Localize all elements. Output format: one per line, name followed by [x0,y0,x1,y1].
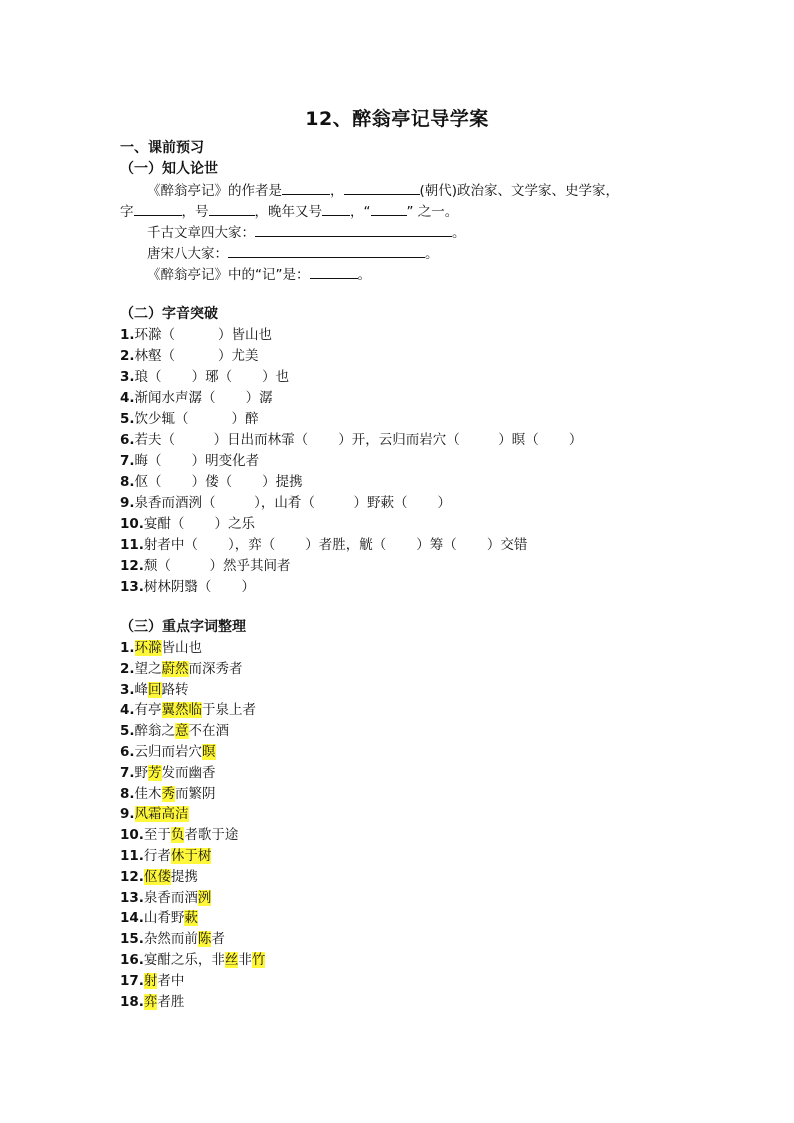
item-number: 11. [120,848,144,864]
item-number: 11. [120,537,144,553]
phrase-text: 望之 [134,660,162,677]
vocabulary-item [120,950,265,970]
quote-close-text: ” 之一。 [406,204,459,220]
item-number: 14. [120,910,144,927]
vocabulary-item [120,804,189,824]
author-question [147,180,619,201]
vocabulary-item [120,742,216,762]
ji-genre-label: 《醉翁亭记》中的“记”是： [147,267,310,283]
pseudonym-blank[interactable] [209,201,255,216]
highlighted-word: 秀 [161,785,176,802]
pseudonym-label: ，号 [181,204,209,220]
pronunciation-item [120,493,451,513]
phrase-text: 不在酒 [188,723,230,740]
vocabulary-item [120,971,184,991]
highlighted-word: 洌 [197,889,212,906]
phrase-text: 云归而岩穴 [134,744,203,760]
highlighted-word: 芳 [148,764,162,781]
ji-genre-blank[interactable] [310,264,358,279]
phrase-text: 至于 [143,827,171,844]
item-number: 9. [120,495,135,511]
pronunciation-item [120,535,527,555]
item-text: 若夫（ ）日出而林霏（ ）开，云归而岩穴（ ）暝（ ） [134,432,583,448]
vocabulary-item [120,908,198,928]
vocabulary-item [120,867,198,887]
pronunciation-item [120,451,259,471]
phrase-text: 发而幽香 [161,764,216,781]
highlighted-word: 临 [188,702,203,719]
phrase-text: 而繁阴 [175,785,216,802]
pronunciation-item [120,556,291,576]
item-number: 6. [120,744,135,760]
item-number: 5. [120,723,135,740]
vocabulary-item [120,846,211,866]
vocabulary-item [120,763,216,783]
courtesy-name-label: 字 [120,204,134,220]
dynasty-blank[interactable] [344,180,420,195]
item-text: 宴酣（ ）之乐 [143,516,255,532]
item-text: 饮少辄（ ）醉 [134,411,259,427]
pronunciation-item [120,325,272,345]
item-number: 15. [120,931,144,948]
item-text: 琅（ ）琊（ ）也 [134,369,290,385]
highlighted-word: 弈 [143,993,158,1010]
item-number: 9. [120,806,135,823]
vocabulary-item [120,700,256,720]
vocabulary-item [120,659,243,679]
item-text: 林壑（ ）尤美 [134,348,259,364]
highlighted-word: 竹 [251,952,266,968]
vocabulary-item [120,888,211,908]
phrase-text: 者中 [157,972,185,989]
courtesy-name-blank[interactable] [134,201,182,216]
pronunciation-item [120,514,255,534]
item-number: 5. [120,411,135,427]
highlighted-word: 环滁 [134,640,162,656]
ji-genre-question [147,264,371,285]
item-number: 16. [120,952,144,968]
item-number: 2. [120,660,135,677]
item-number: 6. [120,432,135,448]
phrase-text: 而深秀者 [188,660,243,677]
vocabulary-item [120,721,229,741]
phrase-text: 者歌于途 [184,827,239,844]
item-text: 晦（ ）明变化者 [134,453,260,469]
late-pseudonym-label: ，晚年又号 [254,204,322,220]
phrase-text: 峰 [134,681,149,698]
item-number: 17. [120,972,144,989]
phrase-text: 行者 [143,848,171,864]
subsection-heading-vocabulary: （三）重点字词整理 [120,619,246,635]
pronunciation-item [120,577,255,597]
pronunciation-item [120,409,258,429]
highlighted-word: 翼然 [161,702,189,719]
item-number: 1. [120,327,135,343]
vocabulary-item [120,929,225,949]
item-number: 13. [120,889,144,906]
highlighted-word: 负 [170,827,185,844]
item-text: 树林阴翳（ ） [143,579,255,595]
phrase-text: 醉翁之 [134,723,176,740]
highlighted-word: 休于树 [170,848,212,864]
item-number: 1. [120,640,135,656]
pronunciation-item [120,472,303,492]
pronunciation-item [120,346,258,366]
phrase-text: 提携 [170,868,198,885]
item-text: 泉香而酒洌（ ），山肴（ ）野蔌（ ） [134,495,452,511]
subsection-heading-background: （一）知人论世 [120,161,218,177]
item-number: 7. [120,453,135,469]
highlighted-word: 丝 [224,952,239,968]
item-number: 12. [120,868,144,885]
phrase-text: 于泉上者 [202,702,257,719]
four-masters-label: 千古文章四大家： [147,225,255,241]
item-number: 10. [120,516,144,532]
eight-masters-blank[interactable] [228,243,425,258]
page-title: 12、醉翁亭记导学案 [305,108,489,130]
courtesy-name-question [120,201,458,222]
item-number: 8. [120,474,135,490]
item-text: 射者中（ ），弈（ ）者胜，觥（ ）筹（ ）交错 [143,537,528,553]
group-name-blank[interactable] [371,201,407,216]
phrase-text: 皆山也 [161,640,203,656]
phrase-text: 宴酣之乐，非 [143,952,225,968]
comma-text: ， [330,183,344,199]
item-number: 2. [120,348,135,364]
author-roles-text: (朝代)政治家、文学家、史学家， [419,183,620,199]
quote-open-text: ，“ [350,204,371,220]
vocabulary-item [120,825,238,845]
item-text: 渐闻水声潺（ ）潺 [134,390,273,406]
subsection-heading-pronunciation: （二）字音突破 [120,306,218,322]
phrase-text: 泉香而酒 [143,889,198,906]
item-number: 4. [120,702,135,719]
item-number: 13. [120,579,144,595]
pronunciation-item [120,388,273,408]
item-number: 4. [120,390,135,406]
item-number: 18. [120,993,144,1010]
vocabulary-item [120,992,184,1012]
phrase-text: 佳木 [134,785,162,802]
vocabulary-item [120,784,216,804]
item-number: 7. [120,764,135,781]
phrase-text: 路转 [161,681,189,698]
period-text: 。 [425,246,439,262]
pronunciation-item [120,367,289,387]
highlighted-word: 伛偻 [143,868,171,885]
eight-masters-label: 唐宋八大家： [147,246,228,262]
section-heading-preview: 一、课前预习 [120,140,204,156]
pronunciation-item [120,430,582,450]
phrase-text: 者胜 [157,993,185,1010]
phrase-text: 者 [211,931,225,948]
item-number: 12. [120,558,144,574]
item-text: 伛（ ）偻（ ）提携 [134,474,303,490]
late-pseudonym-blank[interactable] [322,201,350,216]
author-question-text: 《醉翁亭记》的作者是 [147,183,282,199]
item-number: 8. [120,785,135,802]
item-text: 颓（ ）然乎其间者 [143,558,291,574]
highlighted-word: 蔌 [184,910,198,927]
item-number: 10. [120,827,144,844]
highlighted-word: 暝 [202,744,216,760]
four-masters-question [147,222,466,243]
phrase-text: 山肴野 [143,910,185,927]
author-blank[interactable] [282,180,330,195]
highlighted-word: 回 [148,681,162,698]
highlighted-word: 射 [143,972,158,989]
phrase-text: 有亭 [134,702,162,719]
item-text: 环滁（ ）皆山也 [134,327,272,343]
highlighted-word: 风霜高洁 [134,806,189,823]
eight-masters-question [147,243,439,264]
phrase-text: 野 [134,764,149,781]
item-number: 3. [120,369,135,385]
vocabulary-item [120,680,189,700]
phrase-text: 杂然而前 [143,931,198,948]
item-number: 3. [120,681,135,698]
vocabulary-item [120,638,202,658]
phrase-text: 非 [238,952,252,968]
highlighted-word: 陈 [197,931,212,948]
four-masters-blank[interactable] [255,222,452,237]
period-text: 。 [452,225,466,241]
highlighted-word: 意 [175,723,189,740]
period-text: 。 [357,267,371,283]
highlighted-word: 蔚然 [161,660,189,677]
